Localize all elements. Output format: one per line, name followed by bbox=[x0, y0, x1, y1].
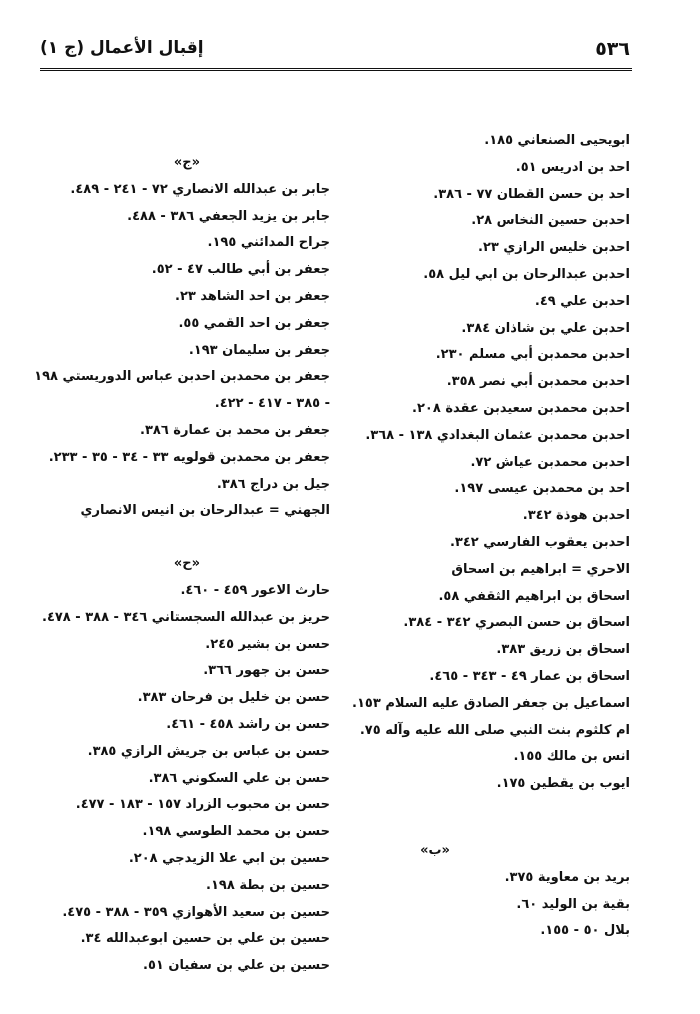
index-entry: احد بن محمدبن عيسى ١٩٧. bbox=[454, 481, 630, 497]
book-title: إقبال الأعمال (ج ١) bbox=[40, 38, 204, 58]
index-entry: حسن بن محبوب الزراد ١٥٧ - ١٨٣ - ٤٧٧. bbox=[75, 797, 330, 813]
index-entry: احدبن محمدبن أبي مسلم ٢٣٠. bbox=[435, 347, 630, 363]
index-entry: جعفر بن سليمان ١٩٣. bbox=[188, 342, 330, 358]
section-heading-ha: «ح» bbox=[173, 556, 200, 572]
header-rule bbox=[40, 68, 632, 71]
index-entry: احدبن عبدالرحان بن ابي ليل ٥٨. bbox=[423, 266, 630, 282]
index-entry: بلال ٥٠ - ١٥٥. bbox=[540, 923, 630, 939]
index-entry: احدبن محمدبن عياش ٧٢. bbox=[470, 454, 630, 470]
index-entry: احدبن محمدبن سعيدبن عقدة ٢٠٨. bbox=[412, 400, 630, 416]
page-header bbox=[40, 38, 630, 68]
index-entry: احدبن يعقوب الفارسي ٣٤٢. bbox=[449, 534, 630, 550]
index-entry: حسين بن علي بن حسين ابوعبدالله ٣٤. bbox=[80, 931, 330, 947]
index-entry: جعفر بن أبي طالب ٤٧ - ٥٢. bbox=[151, 262, 330, 278]
index-entry: احدبن علي ٤٩. bbox=[534, 293, 630, 309]
section-spacer bbox=[10, 525, 330, 551]
index-entry: بريد بن معاوية ٣٧٥. bbox=[504, 869, 630, 885]
index-entry: جعفر بن احد الشاهد ٢٣. bbox=[175, 288, 330, 304]
index-entry: اسحاق بن ابراهيم الثقفي ٥٨. bbox=[438, 588, 630, 604]
section-heading-jim: «ج» bbox=[173, 155, 200, 170]
index-entry: احد بن ادريس ٥١. bbox=[515, 159, 630, 175]
index-entry: جابر بن يزيد الجعفي ٣٨٦ - ٤٨٨. bbox=[127, 208, 330, 224]
index-entry: - ٣٨٥ - ٤١٧ - ٤٢٢. bbox=[214, 396, 330, 412]
index-entry: احدبن خليس الرازي ٢٣. bbox=[478, 240, 630, 256]
index-entry: ايوب بن يقطين ١٧٥. bbox=[496, 776, 630, 792]
index-entry: اسحاق بن عمار ٤٩ - ٣٤٣ - ٤٦٥. bbox=[429, 668, 630, 684]
index-entry: جراح المدائني ١٩٥. bbox=[207, 235, 330, 251]
index-entry: احدبن محمدبن أبي نصر ٣٥٨. bbox=[446, 374, 630, 390]
index-entry: جعفر بن محمدبن احدبن عباس الدوريستي ١٩٨ bbox=[34, 369, 330, 385]
index-entry: الاحري = ابراهيم بن اسحاق bbox=[451, 561, 630, 577]
section-heading-ba: «ب» bbox=[420, 842, 450, 858]
index-entry: احدبن محمدبن عثمان البغدادي ١٣٨ - ٣٦٨. bbox=[365, 427, 630, 443]
index-entry: جعفر بن احد القمي ٥٥. bbox=[178, 315, 330, 331]
index-entry: حسن بن علي السكوني ٣٨٦. bbox=[148, 770, 330, 786]
index-entry: حسن بن بشير ٢٤٥. bbox=[205, 636, 330, 652]
index-entry: حسن بن جهور ٣٦٦. bbox=[203, 663, 330, 679]
index-entry: حسن بن عباس بن جريش الرازي ٣٨٥. bbox=[87, 743, 330, 759]
index-entry: حسين بن بطة ١٩٨. bbox=[206, 877, 330, 893]
index-entry: بقية بن الوليد ٦٠. bbox=[516, 896, 630, 912]
index-entry: حسين بن سعيد الأهوازي ٣٥٩ - ٣٨٨ - ٤٧٥. bbox=[62, 904, 330, 920]
index-entry: احدبن حسين النخاس ٢٨. bbox=[471, 213, 630, 229]
index-entry: حسن بن خليل بن فرحان ٣٨٣. bbox=[137, 690, 330, 706]
index-column-right bbox=[300, 128, 630, 945]
section-spacer bbox=[300, 798, 630, 838]
index-entry: ام كلثوم بنت النبي صلى الله عليه وآله ٧٥. bbox=[359, 722, 630, 738]
index-entry: ابويحيى الصنعاني ١٨٥. bbox=[484, 133, 630, 148]
index-entry: حريز بن عبدالله السجستاني ٣٤٦ - ٣٨٨ - ٤٧٨. bbox=[41, 609, 330, 625]
index-entry: حارث الاعور ٤٥٩ - ٤٦٠. bbox=[180, 582, 330, 598]
index-entry: الجهني = عبدالرحان بن انيس الانصاري bbox=[80, 503, 330, 519]
index-entry: انس بن مالك ١٥٥. bbox=[513, 749, 630, 765]
index-entry: اسماعيل بن جعفر الصادق عليه السلام ١٥٣. bbox=[352, 695, 630, 711]
index-entry: احدبن هوذة ٣٤٢. bbox=[522, 508, 630, 524]
index-entry: جيل بن دراج ٣٨٦. bbox=[216, 476, 330, 492]
index-entry: جابر بن عبدالله الانصاري ٧٢ - ٢٤١ - ٤٨٩. bbox=[70, 181, 330, 197]
index-entry: احدبن علي بن شاذان ٣٨٤. bbox=[461, 320, 630, 336]
index-entry: اسحاق بن زريق ٣٨٣. bbox=[496, 642, 630, 658]
index-column-left bbox=[10, 150, 330, 980]
index-entry: حسين بن ابي علا الزيدجي ٢٠٨. bbox=[128, 850, 330, 866]
index-entry: حسن بن محمد الطوسي ١٩٨. bbox=[142, 824, 330, 840]
index-entry: جعفر بن محمد بن عمارة ٣٨٦. bbox=[140, 422, 330, 438]
page-number: ٥٣٦ bbox=[595, 38, 630, 60]
index-entry: جعفر بن محمدبن قولويه ٣٣ - ٣٤ - ٣٥ - ٢٣٣. bbox=[48, 449, 330, 465]
index-entry: احد بن حسن القطان ٧٧ - ٣٨٦. bbox=[433, 186, 630, 202]
index-entry: اسحاق بن حسن البصري ٣٤٢ - ٣٨٤. bbox=[403, 615, 630, 631]
index-entry: حسين بن علي بن سفيان ٥١. bbox=[143, 958, 330, 974]
index-entry: حسن بن راشد ٤٥٨ - ٤٦١. bbox=[166, 716, 330, 732]
